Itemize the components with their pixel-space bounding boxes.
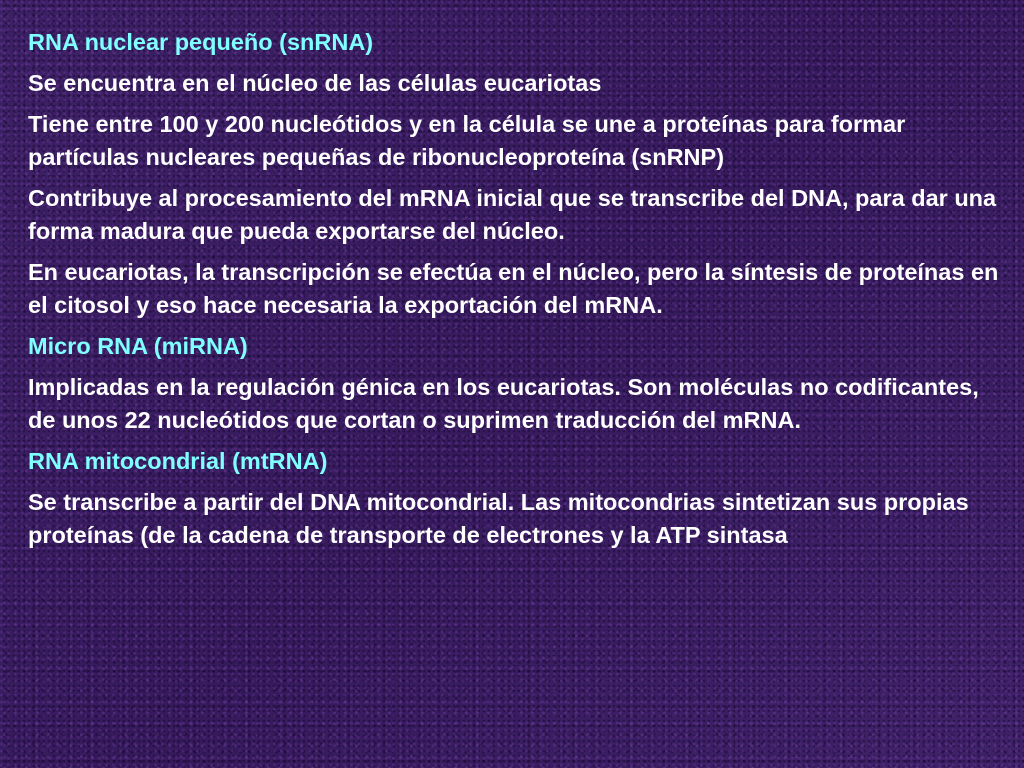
heading-mtrna: RNA mitocondrial (mtRNA) <box>28 448 328 474</box>
slide-content <box>28 26 1003 560</box>
paragraph-mirna-function: Implicadas en la regulación génica en los eucariotas. Son moléculas no codificantes, de unos 22 nucleótidos que cortan o suprimen traducción del mRNA. <box>28 374 979 433</box>
paragraph-snrna-location: Se encuentra en el núcleo de las células eucariotas <box>28 70 602 96</box>
paragraph-transcription-location: En eucariotas, la transcripción se efectúa en el núcleo, pero la síntesis de proteínas en el citosol y eso hace necesaria la exportación del mRNA. <box>28 259 999 318</box>
paragraph-snrna-function: Contribuye al procesamiento del mRNA inicial que se transcribe del DNA, para dar una forma madura que pueda exportarse del núcleo. <box>28 185 997 244</box>
heading-mirna: Micro RNA (miRNA) <box>28 333 248 359</box>
paragraph-mtrna-function: Se transcribe a partir del DNA mitocondrial. Las mitocondrias sintetizan sus propias proteínas (de la cadena de transporte de electrones y la ATP sintasa <box>28 489 969 548</box>
heading-snrna: RNA nuclear pequeño (snRNA) <box>28 29 374 55</box>
paragraph-snrna-size: Tiene entre 100 y 200 nucleótidos y en la célula se une a proteínas para formar partículas nucleares pequeñas de ribonucleoproteína (snRNP) <box>28 111 906 170</box>
